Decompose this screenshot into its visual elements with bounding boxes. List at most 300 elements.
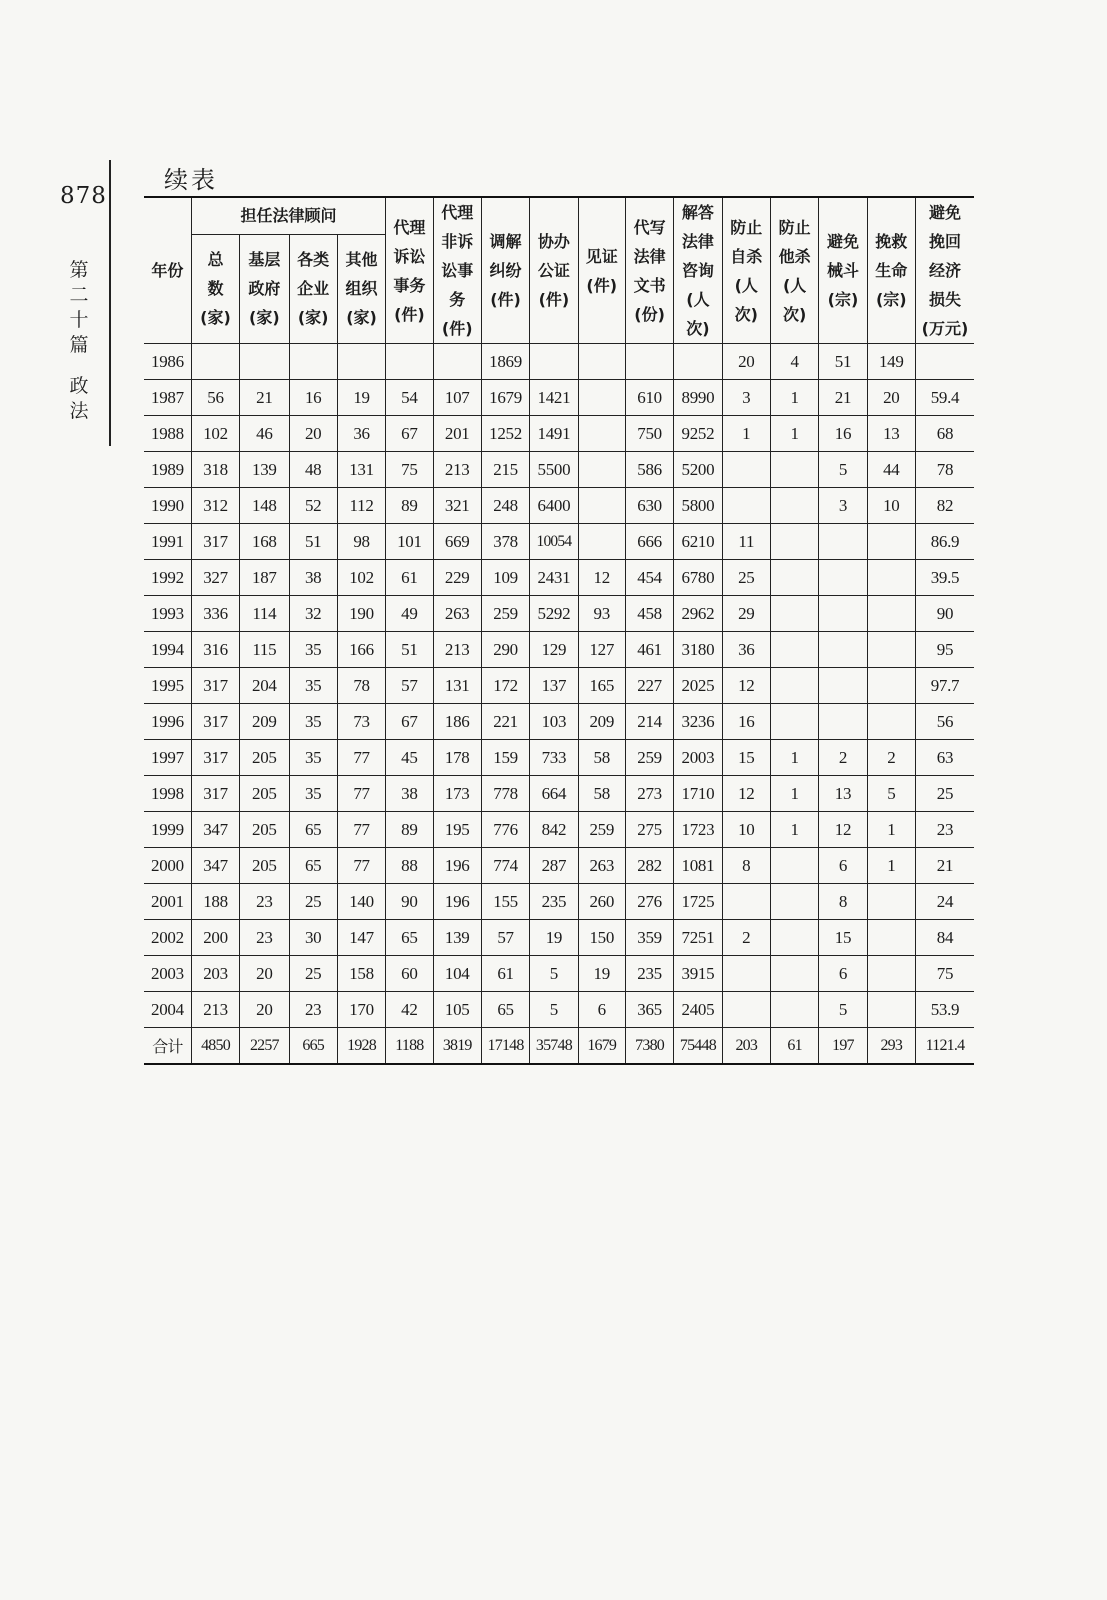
data-cell: 3 — [722, 380, 770, 416]
data-cell — [770, 524, 818, 560]
column-header — [578, 197, 625, 344]
data-cell: 147 — [337, 920, 385, 956]
data-cell: 461 — [625, 632, 673, 668]
data-cell: 248 — [481, 488, 529, 524]
header-line: 事务 — [393, 275, 426, 295]
legal-advisor-group-header: 担任法律顾问 — [191, 197, 385, 234]
data-cell: 129 — [530, 632, 578, 668]
data-cell: 1421 — [530, 380, 578, 416]
data-cell: 148 — [240, 488, 289, 524]
data-cell: 196 — [433, 884, 481, 920]
data-cell: 2 — [867, 740, 915, 776]
data-cell: 56 — [915, 704, 974, 740]
header-line: 纠纷 — [489, 261, 522, 280]
header-line: 见证 — [585, 246, 618, 266]
column-header — [819, 197, 867, 344]
data-cell: 51 — [289, 524, 337, 560]
data-cell: 23 — [240, 920, 289, 956]
data-cell — [770, 596, 818, 632]
data-cell: 227 — [625, 668, 673, 704]
data-cell: 209 — [578, 704, 625, 740]
data-cell: 52 — [289, 488, 337, 524]
header-line: 法律 — [681, 232, 714, 251]
header-line: 公证 — [537, 261, 570, 280]
data-cell: 77 — [337, 812, 385, 848]
column-header — [433, 197, 481, 344]
data-cell: 282 — [625, 848, 673, 884]
header-line: (家) — [200, 308, 231, 328]
data-cell: 68 — [915, 416, 974, 452]
header-line: 防止 — [730, 217, 763, 237]
data-cell: 77 — [337, 848, 385, 884]
data-cell: 84 — [915, 920, 974, 956]
header-line: 代写 — [633, 217, 666, 237]
header-line: (宗) — [875, 290, 907, 309]
data-cell: 51 — [819, 344, 867, 380]
data-cell: 30 — [289, 920, 337, 956]
data-cell: 776 — [481, 812, 529, 848]
data-cell — [819, 704, 867, 740]
data-cell: 16 — [819, 416, 867, 452]
header-line: (件) — [394, 304, 425, 324]
data-cell — [578, 416, 625, 452]
year-header: 年份 — [144, 197, 191, 344]
data-cell: 59.4 — [915, 380, 974, 416]
header-line: (家) — [249, 308, 280, 328]
data-cell: 259 — [481, 596, 529, 632]
data-cell: 1 — [867, 812, 915, 848]
data-cell: 90 — [915, 596, 974, 632]
data-cell: 67 — [386, 416, 433, 452]
year-cell: 1999 — [144, 812, 191, 848]
data-cell: 276 — [625, 884, 673, 920]
header-line: 调解 — [489, 232, 522, 251]
data-cell: 97.7 — [915, 668, 974, 704]
data-cell: 203 — [191, 956, 239, 992]
year-cell: 1990 — [144, 488, 191, 524]
data-cell: 204 — [240, 668, 289, 704]
data-cell: 21 — [819, 380, 867, 416]
header-line: 他杀 — [778, 246, 811, 266]
data-cell: 75 — [915, 956, 974, 992]
total-cell: 1679 — [578, 1028, 625, 1065]
year-cell: 1998 — [144, 776, 191, 812]
data-cell: 1252 — [481, 416, 529, 452]
data-cell: 8 — [819, 884, 867, 920]
data-cell: 2962 — [674, 596, 722, 632]
data-cell — [578, 488, 625, 524]
header-line: (人 — [782, 275, 807, 295]
year-cell: 1988 — [144, 416, 191, 452]
data-cell: 60 — [386, 956, 433, 992]
data-cell: 16 — [289, 380, 337, 416]
data-cell: 3180 — [674, 632, 722, 668]
data-cell: 53.9 — [915, 992, 974, 1028]
header-line: 协办 — [537, 232, 570, 251]
total-cell: 61 — [770, 1028, 818, 1065]
data-cell: 263 — [578, 848, 625, 884]
data-cell: 56 — [191, 380, 239, 416]
data-cell: 89 — [386, 488, 433, 524]
data-cell: 102 — [191, 416, 239, 452]
data-cell: 49 — [386, 596, 433, 632]
data-cell: 317 — [191, 740, 239, 776]
data-cell: 15 — [819, 920, 867, 956]
data-cell: 205 — [240, 812, 289, 848]
table-row — [144, 920, 974, 956]
data-cell — [530, 344, 578, 380]
data-cell: 1679 — [481, 380, 529, 416]
data-cell: 158 — [337, 956, 385, 992]
data-cell: 8990 — [674, 380, 722, 416]
data-cell: 2 — [722, 920, 770, 956]
data-cell: 38 — [289, 560, 337, 596]
data-cell: 51 — [386, 632, 433, 668]
year-cell: 1987 — [144, 380, 191, 416]
data-cell — [625, 344, 673, 380]
data-cell: 3 — [819, 488, 867, 524]
data-cell — [770, 632, 818, 668]
data-cell: 10 — [867, 488, 915, 524]
column-header — [722, 197, 770, 344]
data-cell — [722, 956, 770, 992]
total-cell: 665 — [289, 1028, 337, 1065]
data-cell: 778 — [481, 776, 529, 812]
data-cell: 15 — [722, 740, 770, 776]
data-cell — [433, 344, 481, 380]
data-cell: 89 — [386, 812, 433, 848]
data-cell: 23 — [240, 884, 289, 920]
total-cell: 4850 — [191, 1028, 239, 1065]
data-cell: 77 — [337, 776, 385, 812]
header-line: 基层 — [248, 250, 281, 270]
data-cell — [867, 884, 915, 920]
data-cell: 5 — [867, 776, 915, 812]
year-cell: 1997 — [144, 740, 191, 776]
data-cell: 23 — [289, 992, 337, 1028]
header-line: 解答 — [681, 203, 714, 222]
data-cell: 347 — [191, 812, 239, 848]
data-cell: 48 — [289, 452, 337, 488]
header-line: (件) — [490, 290, 521, 309]
data-cell: 1710 — [674, 776, 722, 812]
data-cell: 8 — [722, 848, 770, 884]
data-cell: 273 — [625, 776, 673, 812]
data-cell: 139 — [433, 920, 481, 956]
header-line: 挽回 — [928, 232, 961, 251]
table-row — [144, 596, 974, 632]
header-line: 数 — [207, 279, 224, 299]
data-cell: 205 — [240, 740, 289, 776]
data-cell: 213 — [433, 452, 481, 488]
data-cell: 54 — [386, 380, 433, 416]
advisor-subcolumn-header — [337, 234, 385, 344]
data-cell: 235 — [530, 884, 578, 920]
data-cell: 93 — [578, 596, 625, 632]
header-line: (人 — [734, 275, 758, 295]
data-cell: 115 — [240, 632, 289, 668]
data-cell: 166 — [337, 632, 385, 668]
data-cell: 149 — [867, 344, 915, 380]
data-cell: 19 — [530, 920, 578, 956]
data-cell: 259 — [578, 812, 625, 848]
data-cell: 229 — [433, 560, 481, 596]
data-cell — [578, 380, 625, 416]
data-cell: 155 — [481, 884, 529, 920]
data-cell: 165 — [578, 668, 625, 704]
data-cell: 327 — [191, 560, 239, 596]
data-cell: 316 — [191, 632, 239, 668]
data-cell — [722, 488, 770, 524]
data-cell: 458 — [625, 596, 673, 632]
data-cell: 6 — [819, 956, 867, 992]
data-cell: 1 — [770, 812, 818, 848]
data-cell: 5500 — [530, 452, 578, 488]
data-cell: 10054 — [530, 524, 578, 560]
data-cell: 12 — [722, 776, 770, 812]
header-line: 政府 — [248, 279, 281, 299]
total-cell: 3819 — [433, 1028, 481, 1065]
table-row — [144, 956, 974, 992]
data-cell: 378 — [481, 524, 529, 560]
data-cell: 6 — [819, 848, 867, 884]
advisor-subcolumn-header — [191, 234, 239, 344]
data-cell: 287 — [530, 848, 578, 884]
data-cell — [578, 344, 625, 380]
column-header — [674, 197, 722, 344]
column-header — [915, 197, 974, 344]
table-row — [144, 488, 974, 524]
year-cell: 2004 — [144, 992, 191, 1028]
data-cell: 9252 — [674, 416, 722, 452]
header-line: (宗) — [827, 290, 859, 309]
data-cell: 6210 — [674, 524, 722, 560]
year-cell: 2001 — [144, 884, 191, 920]
data-cell: 669 — [433, 524, 481, 560]
data-cell: 260 — [578, 884, 625, 920]
data-cell: 195 — [433, 812, 481, 848]
header-line: 组织 — [345, 279, 378, 299]
column-header — [530, 197, 578, 344]
data-cell: 1 — [770, 740, 818, 776]
data-cell — [770, 668, 818, 704]
data-cell: 205 — [240, 848, 289, 884]
data-cell — [770, 452, 818, 488]
data-cell: 90 — [386, 884, 433, 920]
data-cell: 25 — [289, 884, 337, 920]
data-cell — [722, 992, 770, 1028]
data-cell: 2 — [819, 740, 867, 776]
data-cell: 5 — [819, 992, 867, 1028]
total-cell: 7380 — [625, 1028, 673, 1065]
data-cell: 98 — [337, 524, 385, 560]
year-cell: 2000 — [144, 848, 191, 884]
data-cell: 215 — [481, 452, 529, 488]
data-cell: 109 — [481, 560, 529, 596]
advisor-subcolumn-header — [240, 234, 289, 344]
data-cell: 12 — [578, 560, 625, 596]
header-line: 文书 — [633, 275, 666, 295]
data-cell: 842 — [530, 812, 578, 848]
total-cell: 17148 — [481, 1028, 529, 1065]
data-cell: 24 — [915, 884, 974, 920]
data-cell: 1081 — [674, 848, 722, 884]
data-cell: 73 — [337, 704, 385, 740]
data-cell: 127 — [578, 632, 625, 668]
header-line: 生命 — [875, 261, 908, 280]
data-cell: 103 — [530, 704, 578, 740]
header-line: 法律 — [633, 246, 666, 266]
header-line: 挽救 — [875, 232, 908, 251]
header-line: 企业 — [297, 279, 330, 299]
data-cell: 454 — [625, 560, 673, 596]
data-cell: 4 — [770, 344, 818, 380]
header-line: (份) — [634, 304, 665, 324]
data-cell: 214 — [625, 704, 673, 740]
data-cell: 172 — [481, 668, 529, 704]
data-cell — [867, 632, 915, 668]
data-cell — [770, 956, 818, 992]
total-row — [144, 1028, 974, 1065]
data-cell: 78 — [915, 452, 974, 488]
data-cell: 610 — [625, 380, 673, 416]
data-cell: 1 — [867, 848, 915, 884]
year-cell: 1994 — [144, 632, 191, 668]
data-cell: 1491 — [530, 416, 578, 452]
header-line: 次) — [782, 304, 807, 324]
header-line: 经济 — [928, 261, 961, 280]
data-cell: 95 — [915, 632, 974, 668]
table-row — [144, 452, 974, 488]
data-cell: 21 — [240, 380, 289, 416]
data-cell — [337, 344, 385, 380]
data-cell — [770, 704, 818, 740]
total-cell: 1121.4 — [915, 1028, 974, 1065]
data-cell — [674, 344, 722, 380]
data-cell: 178 — [433, 740, 481, 776]
header-line: 避免 — [826, 232, 859, 251]
column-header — [386, 197, 433, 344]
year-cell: 2003 — [144, 956, 191, 992]
table-row — [144, 344, 974, 380]
data-cell: 107 — [433, 380, 481, 416]
data-cell: 58 — [578, 740, 625, 776]
data-cell: 263 — [433, 596, 481, 632]
data-cell: 347 — [191, 848, 239, 884]
table-row — [144, 524, 974, 560]
table-row — [144, 416, 974, 452]
table-row — [144, 848, 974, 884]
header-line: (人 — [686, 290, 710, 309]
data-cell — [819, 596, 867, 632]
data-cell — [289, 344, 337, 380]
data-cell: 131 — [433, 668, 481, 704]
year-cell: 1991 — [144, 524, 191, 560]
data-cell: 67 — [386, 704, 433, 740]
data-cell: 25 — [915, 776, 974, 812]
data-cell — [770, 884, 818, 920]
data-cell: 209 — [240, 704, 289, 740]
data-cell: 1 — [770, 416, 818, 452]
data-cell: 221 — [481, 704, 529, 740]
data-cell: 46 — [240, 416, 289, 452]
header-line: 代理 — [393, 217, 426, 237]
data-cell: 1725 — [674, 884, 722, 920]
data-cell: 275 — [625, 812, 673, 848]
data-cell: 13 — [819, 776, 867, 812]
data-cell: 235 — [625, 956, 673, 992]
data-cell: 173 — [433, 776, 481, 812]
data-cell — [867, 668, 915, 704]
data-cell: 32 — [289, 596, 337, 632]
table-row — [144, 380, 974, 416]
year-cell: 2002 — [144, 920, 191, 956]
data-cell: 336 — [191, 596, 239, 632]
data-cell — [819, 560, 867, 596]
data-cell: 666 — [625, 524, 673, 560]
data-cell — [819, 524, 867, 560]
header-line: (件) — [441, 319, 473, 338]
header-line: 各类 — [297, 250, 330, 270]
data-cell: 75 — [386, 452, 433, 488]
data-cell: 664 — [530, 776, 578, 812]
data-cell: 36 — [337, 416, 385, 452]
data-cell: 1723 — [674, 812, 722, 848]
side-rule — [109, 160, 111, 446]
data-cell — [191, 344, 239, 380]
header-line: 其他 — [345, 250, 378, 270]
data-cell: 187 — [240, 560, 289, 596]
data-cell: 140 — [337, 884, 385, 920]
data-cell: 259 — [625, 740, 673, 776]
section-label — [66, 258, 92, 424]
data-cell: 20 — [867, 380, 915, 416]
data-cell: 188 — [191, 884, 239, 920]
data-cell: 6780 — [674, 560, 722, 596]
data-cell: 5292 — [530, 596, 578, 632]
data-cell — [770, 560, 818, 596]
data-cell: 58 — [578, 776, 625, 812]
total-cell: 203 — [722, 1028, 770, 1065]
table-row — [144, 740, 974, 776]
data-cell: 61 — [386, 560, 433, 596]
header-line: 次) — [734, 304, 758, 324]
data-cell: 19 — [578, 956, 625, 992]
data-cell: 63 — [915, 740, 974, 776]
data-cell: 1 — [722, 416, 770, 452]
total-cell: 75448 — [674, 1028, 722, 1065]
data-cell: 2003 — [674, 740, 722, 776]
header-line: (件) — [586, 275, 618, 295]
data-cell: 2405 — [674, 992, 722, 1028]
data-cell: 5800 — [674, 488, 722, 524]
data-cell: 36 — [722, 632, 770, 668]
header-line: (万元) — [921, 319, 969, 338]
header-line: 械斗 — [826, 261, 859, 280]
data-cell: 35 — [289, 740, 337, 776]
data-cell: 318 — [191, 452, 239, 488]
year-cell: 1992 — [144, 560, 191, 596]
table-row — [144, 632, 974, 668]
table-row — [144, 560, 974, 596]
data-cell: 25 — [289, 956, 337, 992]
data-cell: 88 — [386, 848, 433, 884]
data-cell: 196 — [433, 848, 481, 884]
data-cell: 317 — [191, 776, 239, 812]
data-cell — [578, 452, 625, 488]
section-name: 政法 — [69, 375, 89, 422]
data-cell: 2025 — [674, 668, 722, 704]
